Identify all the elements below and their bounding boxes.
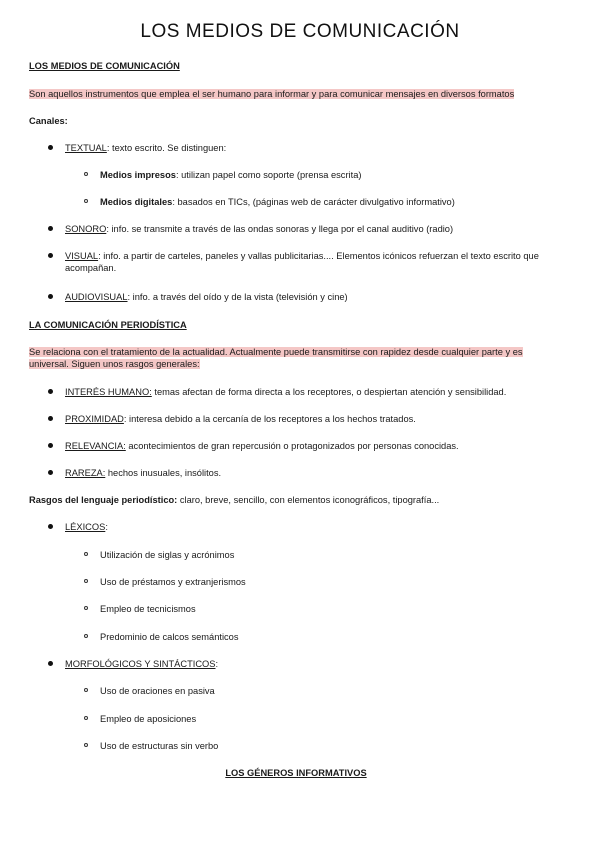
desc-audiovisual: : info. a través del oído y de la vista (televisión y cine) bbox=[127, 292, 348, 302]
canales-label: Canales: bbox=[29, 116, 68, 126]
bullet-icon bbox=[48, 253, 53, 258]
term-proximidad: PROXIMIDAD bbox=[65, 414, 124, 424]
sub-item: Utilización de siglas y acrónimos bbox=[100, 550, 235, 560]
list-item-impresos bbox=[100, 169, 361, 181]
sub-item: Uso de préstamos y extranjerismos bbox=[100, 577, 246, 587]
term-visual: VISUAL bbox=[65, 251, 99, 261]
bullet-icon bbox=[48, 389, 53, 394]
list-item-textual bbox=[65, 142, 226, 154]
desc-digitales: : basados en TICs, (páginas web de carácter divulgativo informativo) bbox=[172, 197, 455, 207]
term-textual: TEXTUAL bbox=[65, 143, 107, 153]
circle-bullet-icon bbox=[84, 199, 88, 203]
term-digitales: Medios digitales bbox=[100, 197, 173, 207]
list-item-interes bbox=[65, 386, 506, 398]
circle-bullet-icon bbox=[84, 172, 88, 176]
intro-paragraph bbox=[29, 346, 564, 370]
sub-item: Empleo de tecnicismos bbox=[100, 604, 196, 614]
bullet-icon bbox=[48, 416, 53, 421]
section-heading-periodistica: LA COMUNICACIÓN PERIODÍSTICA bbox=[29, 320, 187, 330]
list-item-audiovisual bbox=[65, 291, 348, 303]
section-heading-generos: LOS GÉNEROS INFORMATIVOS bbox=[225, 768, 367, 778]
circle-bullet-icon bbox=[84, 743, 88, 747]
desc-lexicos: : bbox=[105, 522, 108, 532]
bullet-icon bbox=[48, 294, 53, 299]
term-lexicos: LÉXICOS bbox=[65, 522, 106, 532]
desc-interes: temas afectan de forma directa a los receptores, o despiertan atención y sensibilidad. bbox=[151, 387, 507, 397]
term-interes: INTERÉS HUMANO: bbox=[65, 387, 152, 397]
bullet-icon bbox=[48, 145, 53, 150]
bullet-icon bbox=[48, 443, 53, 448]
term-sonoro: SONORO bbox=[65, 224, 107, 234]
document-title: LOS MEDIOS DE COMUNICACIÓN bbox=[140, 21, 460, 42]
circle-bullet-icon bbox=[84, 716, 88, 720]
bullet-icon bbox=[48, 226, 53, 231]
desc-impresos: : utilizan papel como soporte (prensa escrita) bbox=[175, 170, 362, 180]
desc-proximidad: : interesa debido a la cercanía de los receptores a los hechos tratados. bbox=[123, 414, 416, 424]
section-heading-medios: LOS MEDIOS DE COMUNICACIÓN bbox=[29, 61, 180, 71]
bullet-icon bbox=[48, 524, 53, 529]
term-rareza: RAREZA: bbox=[65, 468, 106, 478]
term-rasgos: Rasgos del lenguaje periodístico: bbox=[29, 495, 178, 505]
list-item-rareza bbox=[65, 467, 221, 479]
intro-text: Se relaciona con el tratamiento de la actualidad. Actualmente puede transmitirse con rapidez desde cualquier parte y es universal. Siguen unos rasgos generales: bbox=[29, 347, 523, 369]
term-audiovisual: AUDIOVISUAL bbox=[65, 292, 128, 302]
term-impresos: Medios impresos bbox=[100, 170, 176, 180]
sub-item: Uso de oraciones en pasiva bbox=[100, 686, 215, 696]
list-item-morfo bbox=[65, 658, 218, 670]
definition-text: Son aquellos instrumentos que emplea el ser humano para informar y para comunicar mensajes en diversos formatos bbox=[29, 89, 515, 99]
list-item-digitales bbox=[100, 196, 455, 208]
list-item-visual bbox=[65, 250, 570, 274]
desc-rareza: hechos inusuales, insólitos. bbox=[105, 468, 222, 478]
desc-visual: : info. a partir de carteles, paneles y vallas publicitarias.... Elementos icónicos refuerzan el texto escrito que acompañan. bbox=[65, 251, 539, 273]
bullet-icon bbox=[48, 661, 53, 666]
desc-morfo: : bbox=[215, 659, 219, 669]
term-relevancia: RELEVANCIA: bbox=[65, 441, 126, 451]
desc-sonoro: : info. se transmite a través de las ondas sonoras y llega por el canal auditivo (radio) bbox=[106, 224, 454, 234]
rasgos-paragraph bbox=[29, 494, 439, 506]
sub-item: Predominio de calcos semánticos bbox=[100, 632, 239, 642]
circle-bullet-icon bbox=[84, 579, 88, 583]
sub-item: Empleo de aposiciones bbox=[100, 714, 197, 724]
list-item-sonoro bbox=[65, 223, 453, 235]
sub-item: Uso de estructuras sin verbo bbox=[100, 741, 219, 751]
desc-textual: : texto escrito. Se distinguen: bbox=[106, 143, 227, 153]
desc-rasgos: claro, breve, sencillo, con elementos iconográficos, tipografía... bbox=[177, 495, 440, 505]
list-item-proximidad bbox=[65, 413, 416, 425]
circle-bullet-icon bbox=[84, 552, 88, 556]
list-item-lexicos bbox=[65, 521, 108, 533]
desc-relevancia: acontecimientos de gran repercusión o protagonizados por personas conocidas. bbox=[125, 441, 459, 451]
circle-bullet-icon bbox=[84, 634, 88, 638]
circle-bullet-icon bbox=[84, 688, 88, 692]
circle-bullet-icon bbox=[84, 606, 88, 610]
list-item-relevancia bbox=[65, 440, 459, 452]
term-morfo: MORFOLÓGICOS Y SINTÁCTICOS bbox=[65, 659, 216, 669]
definition-paragraph bbox=[29, 88, 514, 100]
bullet-icon bbox=[48, 470, 53, 475]
